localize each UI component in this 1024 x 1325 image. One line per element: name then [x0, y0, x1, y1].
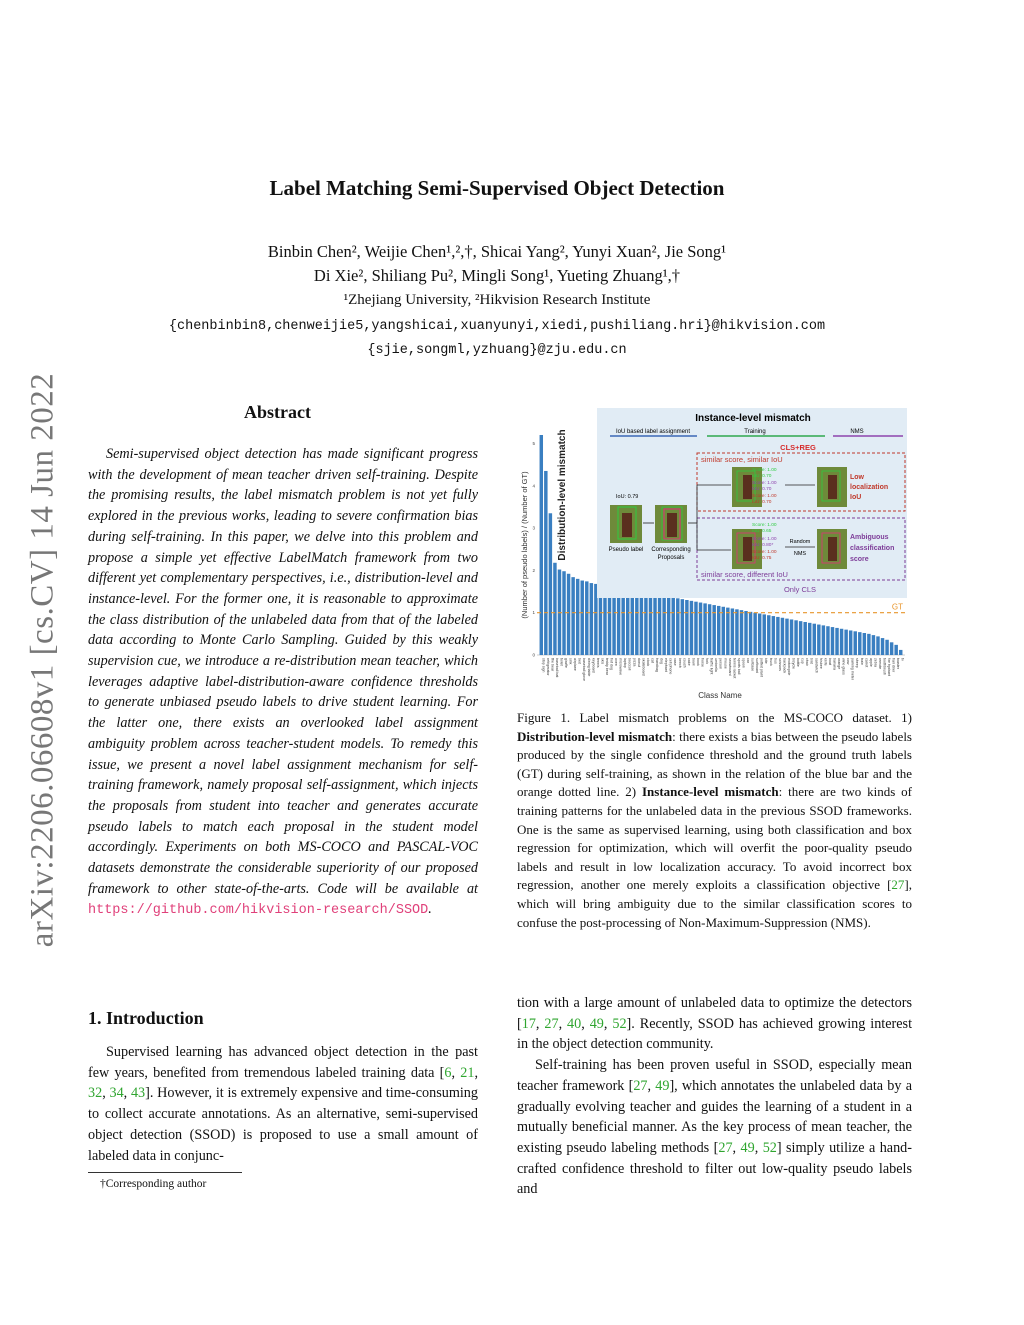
x-tick-label: tennis — [595, 658, 600, 668]
x-tick-label: potted plant — [759, 658, 764, 677]
iou: IoU: 0.75 — [752, 556, 772, 561]
label-line: localization — [850, 484, 889, 491]
x-tick-label: kite — [764, 658, 769, 664]
bar — [763, 614, 766, 655]
x-tick-label: hot dog — [609, 658, 614, 670]
x-tick-label: bicycle — [791, 658, 796, 669]
y-tick-label: 2 — [532, 567, 535, 573]
arxiv-id: arXiv:2206.06608v1 [cs.CV] 14 Jun 2022 — [24, 372, 61, 948]
x-tick-label: sheep — [855, 658, 860, 668]
bar — [726, 608, 729, 655]
footnote-rule — [88, 1172, 242, 1173]
x-tick-label: elephant — [664, 658, 669, 672]
x-tick-label: giraffe — [564, 658, 569, 668]
x-tick-label: carrot — [864, 658, 869, 668]
x-tick-label: donut — [636, 658, 641, 667]
score: Score: 1.00 — [752, 523, 777, 528]
citation[interactable]: 27 — [544, 1015, 559, 1032]
x-tick-label: cup — [800, 658, 805, 664]
citation[interactable]: 49 — [589, 1015, 604, 1032]
bar — [644, 592, 647, 655]
score: Score: 1.00 — [752, 537, 777, 542]
y-tick-label: 5 — [532, 440, 535, 446]
x-tick-label: hair drier — [891, 658, 896, 673]
bar — [899, 650, 902, 655]
inset-header-1: IoU based label assignment — [615, 429, 691, 435]
citation[interactable]: 27 — [718, 1139, 733, 1156]
random-label: Random — [789, 539, 811, 545]
label-line: Ambiguous — [850, 534, 889, 541]
x-tick-label: clock — [645, 658, 650, 667]
bar — [854, 631, 857, 655]
bar — [735, 609, 738, 655]
iou: IoU: 0.70 — [752, 474, 772, 479]
bar — [822, 625, 825, 655]
x-tick-label: bottle — [796, 658, 801, 667]
citation[interactable]: 32 — [88, 1085, 103, 1102]
intro-heading: 1. Introduction — [88, 1008, 204, 1028]
bar — [672, 597, 675, 655]
caption-text: : there exists a bias between the pseudo labels produced by the single confidence threshold and the ground truth labels (GT) during self-training, as shown in the relation of the blue bar and the orange dotted line. 2) — [517, 728, 912, 800]
bar — [772, 616, 775, 655]
similar-iou-label: similar score, similar IoU — [701, 455, 783, 464]
bar — [722, 607, 725, 655]
gt-label: GT — [891, 602, 903, 612]
bar — [876, 636, 879, 655]
x-tick-label: baseball glove — [582, 658, 587, 681]
authors-line-1: Binbin Chen², Weijie Chen¹,²,†, Shicai Yang², Yunyi Xuan², Jie Song¹ — [267, 242, 727, 261]
x-tick-label: boat — [827, 658, 832, 665]
right-column-body — [517, 993, 912, 1200]
label-line: score — [850, 556, 869, 563]
x-tick-label: stop sign — [541, 658, 546, 673]
figure-caption — [517, 709, 912, 932]
citation[interactable]: 49 — [655, 1077, 670, 1094]
citation[interactable]: 52 — [612, 1015, 627, 1032]
x-tick-label: microwave — [618, 658, 623, 676]
bar — [749, 612, 752, 655]
x-tick-label: sports ball — [736, 658, 741, 675]
citation[interactable]: 49 — [740, 1139, 755, 1156]
iou-tag: IoU: 0.79 — [616, 494, 639, 500]
bar — [681, 599, 684, 655]
x-tick-label: bench — [677, 658, 682, 668]
x-tick-label: dining table — [586, 658, 591, 677]
bar — [885, 640, 888, 655]
x-tick-label: car — [746, 658, 751, 663]
authors-line-2: Di Xie², Shiliang Pu², Mingli Song¹, Yueting Zhuang¹,† — [313, 266, 681, 285]
instance-mismatch-inset — [597, 408, 907, 598]
x-tick-label: knife — [823, 658, 828, 666]
bar — [790, 619, 793, 655]
bar — [840, 629, 843, 655]
corresponding-caption: Corresponding — [651, 547, 691, 553]
bar — [867, 634, 870, 655]
iou: IoU: 0.65 — [752, 529, 772, 534]
x-tick-label: handbag — [655, 658, 660, 672]
body-text: ]. Recently, SSOD has achieved growing interest in the object detection community. — [517, 1015, 913, 1053]
bar — [767, 615, 770, 655]
bar — [653, 594, 656, 655]
bar — [808, 623, 811, 655]
intro-text: Supervised learning has advanced object detection in the past few years, benefited from tremendous labeled training data [ — [88, 1044, 478, 1081]
x-tick-label: toaster — [896, 658, 901, 669]
abstract-text — [88, 444, 478, 922]
code-link[interactable]: https://github.com/hikvision-research/SSOD — [88, 903, 429, 919]
body-text: ] simply utilize a hand-crafted confidence threshold to filter out low-quality pseudo labels and — [517, 1139, 913, 1198]
x-tick-label: frisbee — [818, 658, 823, 669]
horse-shape — [622, 513, 632, 537]
paragraph: tion with a large amount of unlabeled data to optimize the detectors [17, 27, 40, 49, 52]. Recently, SSOD has achieved growing interest in the object detection community. — [517, 995, 913, 1053]
label-line: classification — [850, 545, 895, 552]
bar — [785, 619, 788, 655]
x-tick-label: parking meter — [850, 658, 855, 680]
x-tick-label: the bear — [550, 658, 555, 672]
abstract-heading: Abstract — [244, 402, 311, 422]
x-tick-label: vase — [673, 658, 678, 666]
citation[interactable]: 43 — [130, 1085, 146, 1102]
x-tick-label: mouse — [723, 658, 728, 669]
bar — [667, 597, 670, 655]
x-tick-label: dog — [659, 658, 664, 664]
horse-shape — [828, 475, 837, 499]
bar — [581, 581, 584, 655]
bar — [576, 579, 579, 655]
x-tick-label: fire hydrant — [887, 658, 892, 676]
x-tick-label: keyboard — [591, 658, 596, 673]
cls-reg-label: CLS+REG — [780, 443, 816, 452]
bar — [835, 628, 838, 655]
x-tick-label: book — [695, 658, 700, 666]
iou: IoU: 0.70 — [752, 500, 772, 505]
x-tick-label: bird — [809, 658, 814, 664]
y-tick-label: 1 — [532, 610, 535, 616]
x-tick-label: fork — [705, 658, 710, 664]
bar — [699, 603, 702, 655]
citation[interactable]: 52 — [762, 1139, 777, 1156]
x-tick-label: teddy bear — [604, 658, 609, 675]
x-tick-label: bowl — [691, 658, 696, 666]
x-tick-label: baseball bat — [554, 658, 559, 678]
citation[interactable]: 27 — [633, 1077, 648, 1094]
bar — [553, 563, 556, 655]
bar — [617, 588, 620, 655]
y-tick-label: 0 — [532, 652, 535, 658]
bar — [703, 603, 706, 655]
inset-header-3: NMS — [850, 429, 864, 435]
bar — [817, 625, 820, 655]
x-tick-label: couch — [682, 658, 687, 668]
citation[interactable]: 34 — [109, 1085, 124, 1102]
x-tick-label: oven — [614, 658, 619, 666]
pseudo-label-caption: Pseudo label — [608, 547, 644, 553]
horse-shape — [828, 537, 837, 561]
x-tick-label: scissors — [777, 658, 782, 671]
bar — [753, 613, 756, 655]
inset-title: Instance-level mismatch — [695, 413, 811, 424]
iou: IoU: 0.70 — [752, 487, 772, 492]
x-tick-label: toilet — [559, 658, 564, 666]
bar — [794, 620, 797, 655]
body-text: tion with a large amount of unlabeled data to optimize the detectors [ — [517, 995, 912, 1032]
arxiv-sidebar — [18, 360, 68, 960]
citation[interactable]: 40 — [567, 1015, 582, 1032]
bar — [831, 627, 834, 655]
x-tick-label: suitcase — [750, 658, 755, 672]
x-tick-label: skis — [600, 658, 605, 665]
y-axis-label: (Number of pseudo labels) / (Number of GT) — [520, 471, 529, 619]
bar — [662, 596, 665, 655]
caption-text: Figure 1. Label mismatch problems on the MS-COCO dataset. 1) — [517, 710, 912, 725]
bar — [776, 617, 779, 655]
x-tick-label: surfboard — [755, 658, 760, 674]
caption-text: ], which will bring ambiguity due to the similar classification scores to confuse the post-processing of Non-Maximum-Suppression (NMS). — [517, 877, 912, 930]
x-tick-label: broccoli — [627, 658, 632, 671]
x-tick-label: tennis racket — [732, 658, 737, 679]
footnote: †Corresponding author — [100, 1178, 207, 1190]
x-tick-label: traffic light — [709, 658, 714, 675]
label-line: IoU — [850, 494, 862, 501]
x-tick-label: orange — [837, 658, 842, 670]
bar — [731, 608, 734, 655]
bar — [881, 638, 884, 655]
x-tick-label: sink — [568, 658, 573, 665]
x-tick-label: umbrella — [714, 658, 719, 672]
body-text: Self-training has been proven useful in SSOD, especially mean teacher framework [ — [517, 1057, 912, 1094]
proposals-caption: Proposals — [657, 555, 685, 561]
bar — [694, 602, 697, 655]
y-tick-label: 3 — [532, 525, 535, 531]
x-tick-label: laptop — [623, 658, 628, 668]
figure-1 — [515, 405, 915, 703]
score: Score: 1.00 — [752, 550, 777, 555]
paper-title: Label Matching Semi-Supervised Object Detection — [269, 176, 725, 200]
body-text: ], which annotates the unlabeled data by a gradually evolving teacher and guides the learning of a student in a mutually beneficial manner. As the key process of mean teacher, the existing pseudo labeling methods [ — [517, 1077, 912, 1156]
bar — [890, 642, 893, 655]
only-cls-label: Only CLS — [783, 585, 817, 594]
bar — [781, 618, 784, 655]
citation[interactable]: 21 — [460, 1064, 475, 1081]
x-tick-label: snowboard — [727, 658, 732, 676]
bar — [813, 624, 816, 655]
x-tick-label: zebra — [873, 658, 878, 667]
abstract-end: . — [428, 901, 432, 918]
caption-bold: Instance-level mismatch — [642, 784, 779, 800]
bar — [658, 595, 661, 655]
x-tick-label: spoon — [741, 658, 746, 668]
iou: IoU: 0.80* — [752, 543, 774, 548]
bar — [758, 614, 761, 655]
x-tick-label: apple — [868, 658, 873, 667]
x-tick-label: truck — [768, 658, 773, 666]
bar — [803, 622, 806, 655]
bar — [844, 630, 847, 655]
x-tick-label: motorcycle — [786, 658, 791, 676]
x-tick-label: airplane — [573, 658, 578, 671]
email-line-2: {sjie,songml,yzhuang}@zju.edu.cn — [367, 343, 627, 358]
inset-header-2: Training — [744, 429, 766, 435]
x-tick-label: tv — [900, 658, 905, 661]
x-tick-label: train — [859, 658, 864, 665]
x-tick-label: cat — [650, 658, 655, 663]
distribution-label: Distribution-level mismatch — [557, 429, 568, 561]
citation[interactable]: 6 — [444, 1064, 452, 1081]
bar — [626, 590, 629, 655]
x-tick-label: remote — [877, 658, 882, 670]
bar — [544, 471, 547, 655]
citation[interactable]: 17 — [521, 1015, 536, 1032]
horse-shape — [743, 475, 752, 499]
bar — [708, 604, 711, 655]
bar — [863, 633, 866, 655]
score: Score: 1.00 — [752, 481, 777, 486]
x-tick-label: person — [718, 658, 723, 669]
x-tick-label: wine glass — [841, 658, 846, 675]
bar — [894, 645, 897, 655]
bar — [590, 583, 593, 655]
x-tick-label: sandwich — [814, 658, 819, 673]
bar — [631, 591, 634, 655]
x-tick-label: cow — [846, 658, 851, 665]
label-line: Low — [850, 474, 864, 481]
bar — [649, 593, 652, 655]
abstract-body: Semi-supervised object detection has made significant progress with the development of mean teacher driven self-training. Despite the promising results, the label mismatch problem is not yet fully explored in the previous works, leading to severe confirmation bias during self-training. In this paper, we delve into this problem and propose a simple yet effective LabelMatch framework from two different yet complementary perspectives, i.e., distribution-level and instance-level. For the former one, it is reasonable to approximate the class distribution of the unlabeled data from that of the labeled data according to Monte Carlo Sampling. Guided by this weakly supervision cue, we introduce a re-distribution mean teacher, which leverages adaptive label-distribution-aware confidence thresholds to generate unbiased pseudo labels to drive student learning. For the latter one, there exists an overlooked label assignment ambiguity problem across teacher-student models. To remedy this issue, we present a novel label assignment mechanism for self-training framework, namely proposal self-assignment, which injects the proposals from student into teacher and generates accurate pseudo labels to match each proposal in the student model accordingly. Experiments on both MS-COCO and PASCAL-VOC datasets demonstrate the considerable superiority of our proposed framework to other state-of-the-arts. Code will be available at — [88, 446, 478, 897]
intro-text: ]. However, it is extremely expensive and time-consuming to collect accurate annotations. As an alternative, semi-supervised object detection (SSOD) is proposed to use a small amount of labeled data in conjunc- — [88, 1085, 478, 1164]
bar — [676, 598, 679, 655]
x-axis-label: Class Name — [698, 691, 742, 700]
bar — [640, 592, 643, 655]
x-tick-label: skateboard — [641, 658, 646, 676]
paragraph: Self-training has been proven useful in SSOD, especially mean teacher framework [27, 49], which annotates the unlabeled data by a gradually evolving teacher and guides the learning of a student in a mutually beneficial manner. As the key process of mean teacher, the existing pseudo labeling methods [27, 49, 52] simply utilize a hand-crafted confidence threshold to filter out low-quality pseudo labels and — [517, 1057, 913, 1198]
bar — [567, 574, 570, 655]
nms-label: NMS — [793, 551, 807, 557]
x-tick-label: refrigerator — [545, 658, 550, 676]
score: Score: 1.00 — [752, 468, 777, 473]
horse-shape — [667, 513, 677, 537]
x-tick-label: bed — [577, 658, 582, 664]
bar — [685, 600, 688, 655]
bar — [744, 611, 747, 655]
bar — [872, 635, 875, 655]
bar — [549, 513, 552, 655]
bar — [690, 601, 693, 655]
bar — [585, 581, 588, 655]
y-tick-label: 4 — [532, 483, 535, 489]
x-tick-label: cell phone — [668, 658, 673, 675]
x-tick-label: toothbrush — [882, 658, 887, 675]
caption-bold: Distribution-level mismatch — [517, 728, 673, 744]
intro-paragraph-1: Supervised learning has advanced object detection in the past few years, benefited from tremendous labeled training data [6, 21, 32, 34, 43]. However, it is extremely expensive and time-consuming to collect accurate annotations. As an alternative, semi-supervised object detection (SSOD) is proposed to use a small amount of labeled data in conjunc- — [88, 1044, 479, 1164]
x-tick-label: bus — [773, 658, 778, 664]
bar — [740, 610, 743, 655]
affiliations: ¹Zhejiang University, ²Hikvision Research Institute — [343, 292, 651, 308]
email-line-1: {chenbinbin8,chenweijie5,yangshicai,xuanyunyi,xiedi,pushiliang.hri}@hikvision.com — [168, 319, 826, 334]
x-tick-label: cake — [686, 658, 691, 666]
caption-text: : there are two kinds of training patterns for the unlabeled data in the previous SSOD frameworks. One is the same as supervised learning, using both classification and box regression for optimization, which will overfit the poor-quality pseudo labels and result in low localization accuracy. To avoid incorrect box regression, another one merely exploits a classification objective [ — [517, 784, 913, 893]
bar — [858, 632, 861, 655]
different-iou-label: similar score, different IoU — [701, 570, 788, 579]
x-tick-label: chair — [805, 658, 810, 666]
bar — [571, 577, 574, 655]
bar — [540, 435, 543, 655]
citation[interactable]: 27 — [891, 877, 905, 893]
x-tick-label: pizza — [632, 658, 637, 667]
x-tick-label: banana — [832, 658, 837, 670]
score: Score: 1.00 — [752, 494, 777, 499]
bar — [799, 621, 802, 655]
bar — [826, 626, 829, 655]
x-tick-label: backpack — [782, 658, 787, 674]
bar — [635, 592, 638, 655]
bar — [849, 630, 852, 655]
bar — [621, 589, 624, 655]
horse-shape — [743, 537, 752, 561]
x-tick-label: horse — [700, 658, 705, 667]
